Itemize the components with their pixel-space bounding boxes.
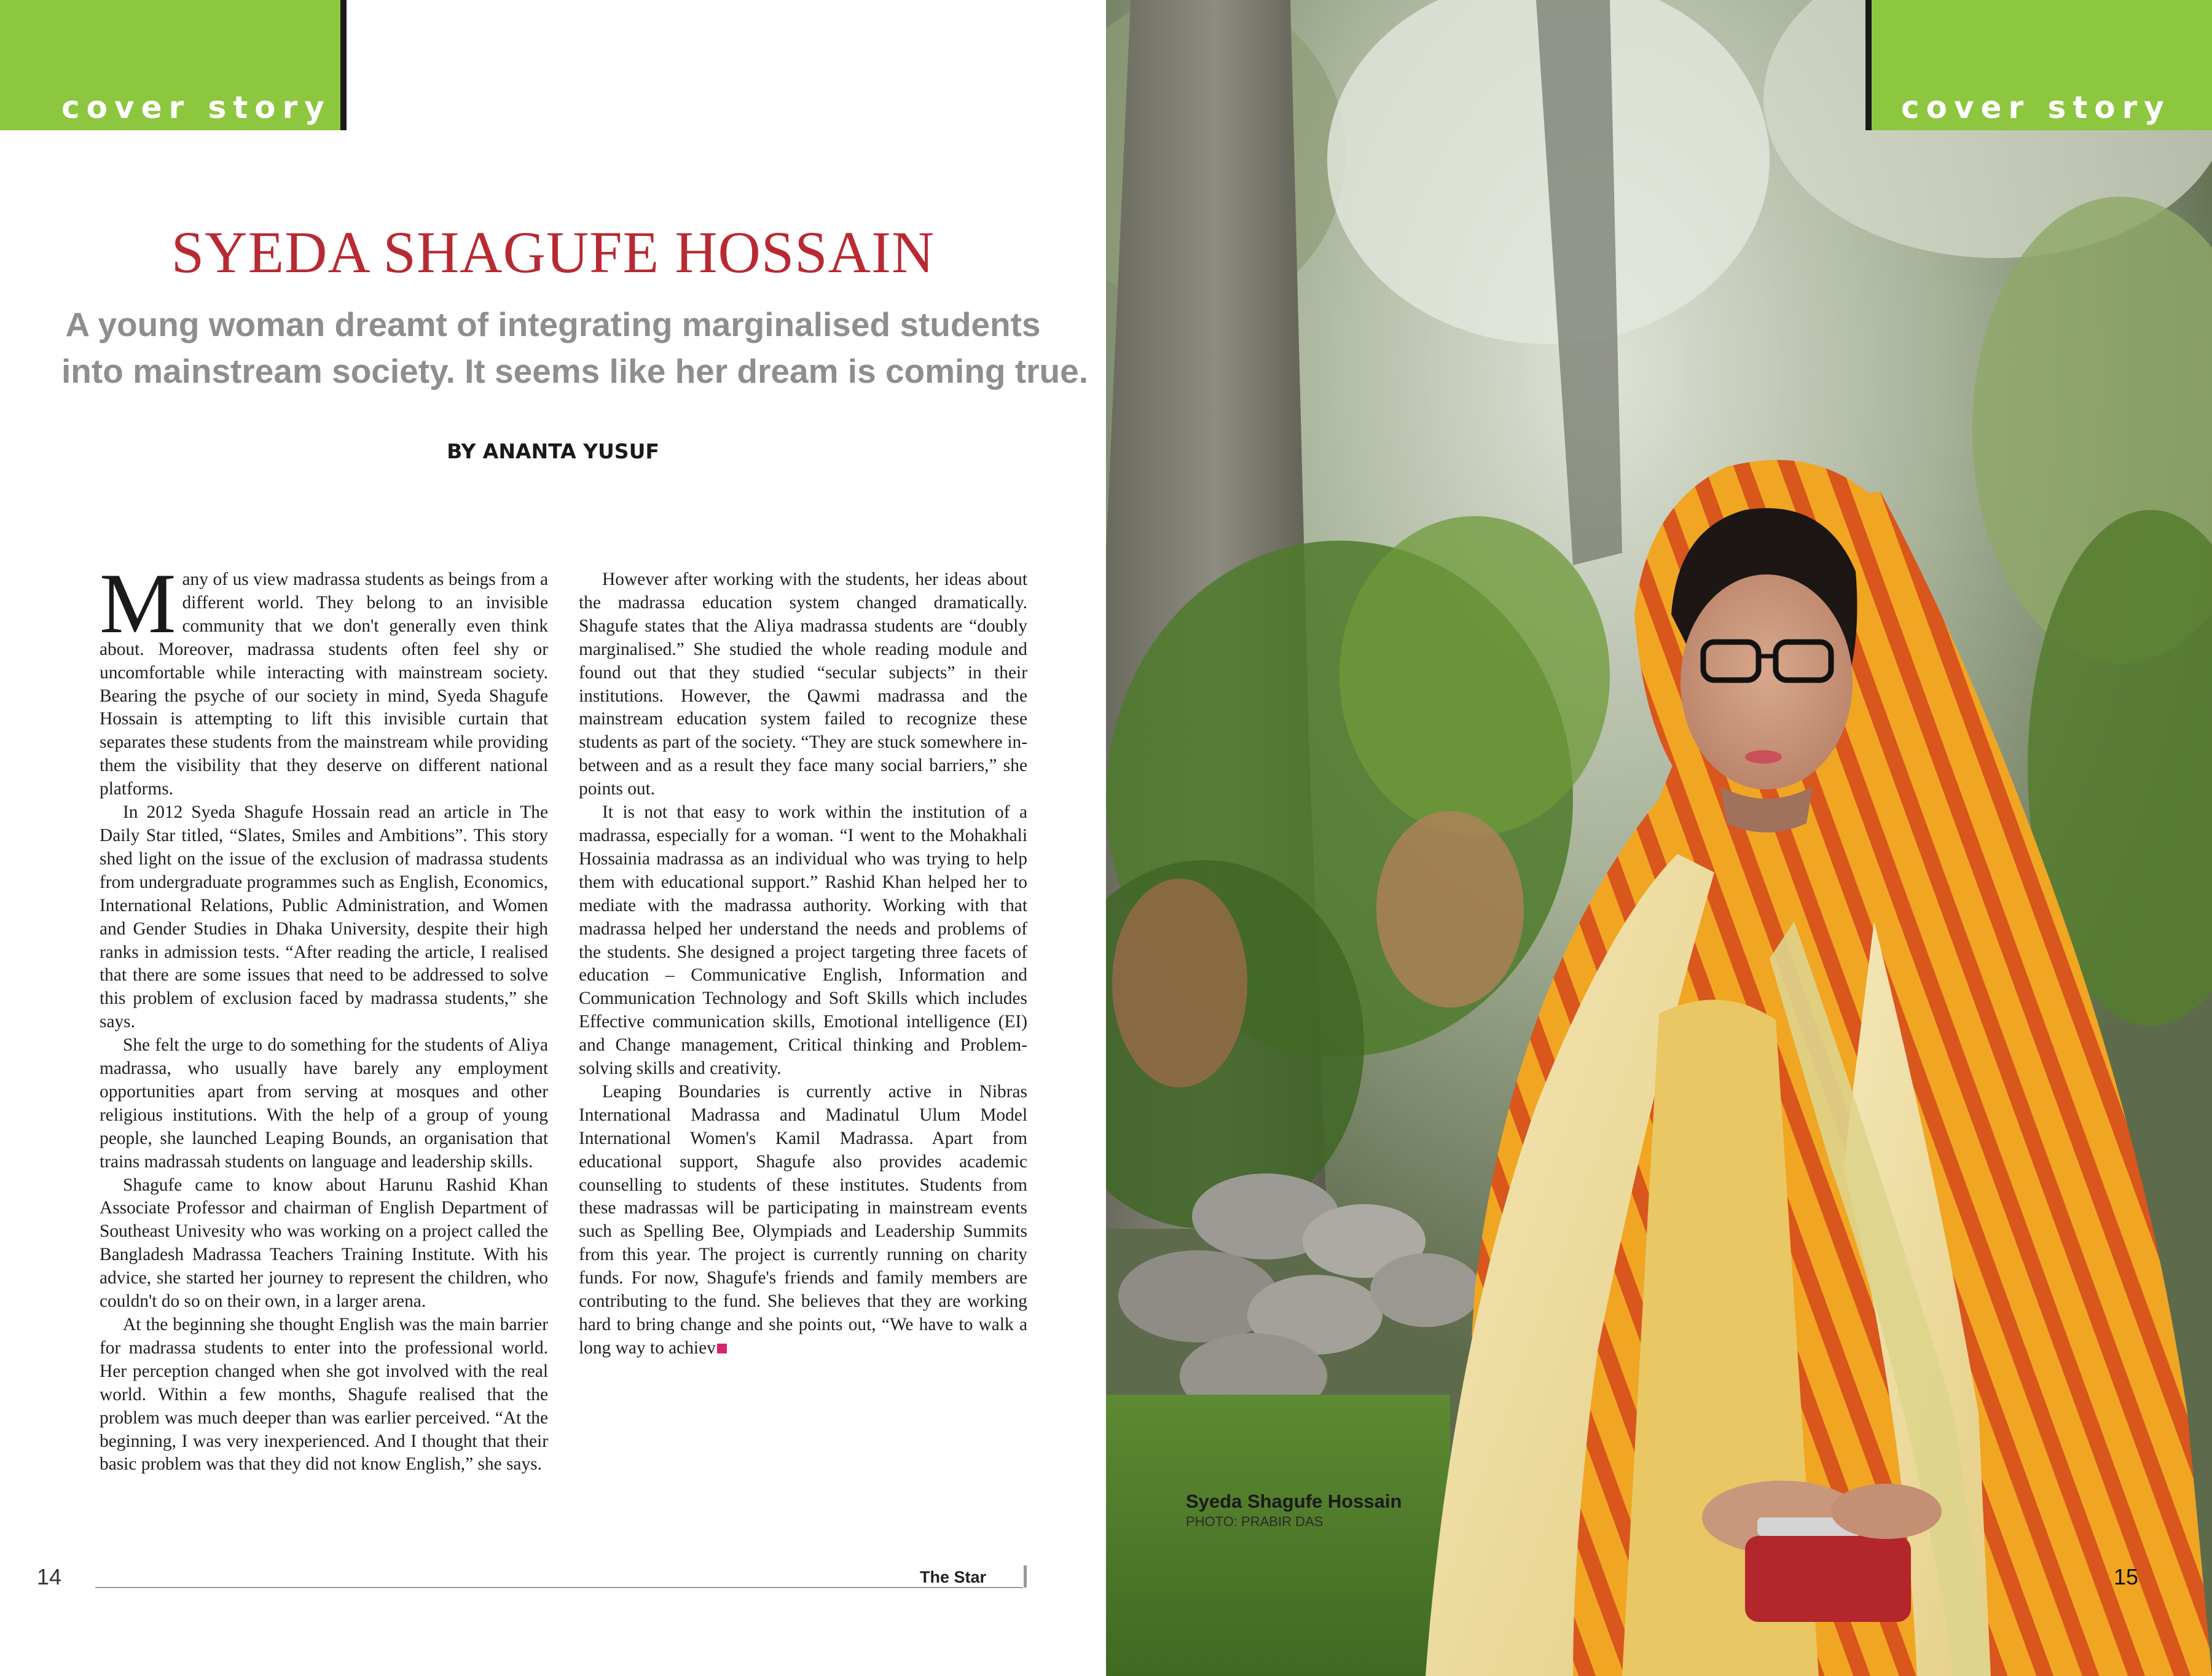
paragraph <box>100 568 548 801</box>
paragraph-last <box>579 1081 1027 1360</box>
paragraph: It is not that easy to work within the institution of a madrassa, especially for a woman. “I went to the Mohakhali Hossainia madrassa as an individual who was trying to help them with educational support.” Rashid Khan helped her to mediate with the madrassa authority. Working with that madrassa helped her understand the needs and problems of the students. She designed a project targeting three facets of education – Communicative English, Information and Communication Technology and Soft Skills which includes Effective communication skills, Emotional intelligence (EI) and Change management, Critical thinking and Problem-solving skills and creativity. <box>579 802 1027 1079</box>
paragraph: She felt the urge to do something for the students of Aliya madrassa, who usually have barely any employment opportunities apart from serving at mosques and other religious institutions. With the help of a group of young people, she launched Leaping Bounds, an organisation that trains madrassah students on language and leadership skills. <box>100 1035 548 1172</box>
subtitle-line-1: A young woman dreamt of integrating marginalised students <box>65 305 1041 343</box>
photo-credit: PHOTO: PRABIR DAS <box>1186 1514 1324 1529</box>
section-tab-left <box>0 0 340 130</box>
paragraph-text: Leaping Boundaries is currently active in Nibras International Madrassa and Madinatul Ulum Model International Women's Kamil Madrassa. Apart from educational support, Shagufe also provides academic counselling to students of these institutes. Students from these madrassas will be participating in mainstream events such as Spelling Bee, Olympiads and Leadership Summits from this year. The project is currently running on charity funds. For now, Shagufe's friends and family members are contributing to the fund. She believes that they are working hard to bring change and she points out, “We have to walk a long way to achiev <box>579 1081 1027 1358</box>
magazine-name: The Star <box>920 1568 987 1586</box>
page-number-right: 15 <box>2114 1564 2139 1589</box>
byline: BY ANANTA YUSUF <box>447 439 659 463</box>
section-tab-right <box>1872 0 2212 130</box>
section-tab-label: cover story <box>61 90 331 125</box>
caption-name: Syeda Shagufe Hossain <box>1186 1490 1402 1512</box>
article-column-1 <box>100 568 548 1533</box>
section-tab-divider-right <box>1865 0 1872 130</box>
paragraph: At the beginning she thought English was the main barrier for madrassa students to enter into the professional world. Her perception changed when she got involved with the real world. Within a few months, Shagufe realised that the problem was much deeper than was earlier perceived. “At the beginning, I was very inexperienced. And I thought that their basic problem was that they did not know English,” she says. <box>100 1315 548 1474</box>
article-subtitle <box>61 301 1088 394</box>
section-tab-label-right: cover story <box>1901 90 2171 125</box>
article-title: SYEDA SHAGUFE HOSSAIN <box>171 219 935 285</box>
end-mark-icon <box>717 1344 727 1353</box>
page-number-left: 14 <box>37 1564 62 1589</box>
subtitle-line-2: into mainstream society. It seems like her dream is coming true. <box>61 352 1088 390</box>
drop-cap: M <box>100 568 176 651</box>
paragraph: Shagufe came to know about Harunu Rashid Khan Associate Professor and chairman of English Department of Southeast Univesity who was working on a project called the Bangladesh Madrassa Teachers Training Institute. With his advice, she started her journey to represent the children, who couldn't do so on their own, in a larger arena. <box>100 1175 548 1312</box>
section-tab-divider <box>340 0 347 130</box>
photo-caption <box>1186 1490 1402 1530</box>
paragraph: In 2012 Syeda Shagufe Hossain read an article in The Daily Star titled, “Slates, Smiles and Ambitions”. This story shed light on the issue of the exclusion of madrassa students from undergraduate programmes such as English, Economics, International Relations, Public Administration, and Women and Gender Studies in Dhaka University, despite their high ranks in admission tests. “After reading the article, I realised that there are some issues that need to be addressed to solve this problem of exclusion faced by madrassa students,” she says. <box>100 802 548 1032</box>
article-column-2 <box>579 568 1027 1533</box>
paragraph-text: any of us view madrassa students as beings from a different world. They belong to an invisible community that we don't generally even think about. Moreover, madrassa students often feel shy or uncomfortable while interacting with mainstream society. Bearing the psyche of our society in mind, Syeda Shagufe Hossain is attempting to lift this invisible curtain that separates these students from the mainstream while providing them the visibility that they deserve on different national platforms. <box>100 570 548 799</box>
paragraph: However after working with the students, her ideas about the madrassa education system changed dramatically. Shagufe states that the Aliya madrassa students are “doubly marginalised.” She studied the whole reading module and found out that they studied “secular subjects” in their institutions. However, the Qawmi madrassa and the mainstream education system failed to recognize these students as part of the society. “They are stuck somewhere in-between and as a result they face many social barriers,” she points out. <box>579 570 1027 799</box>
footer-divider <box>1024 1565 1027 1588</box>
portrait-photo <box>1106 0 2212 1676</box>
footer-rule <box>95 1587 1023 1588</box>
